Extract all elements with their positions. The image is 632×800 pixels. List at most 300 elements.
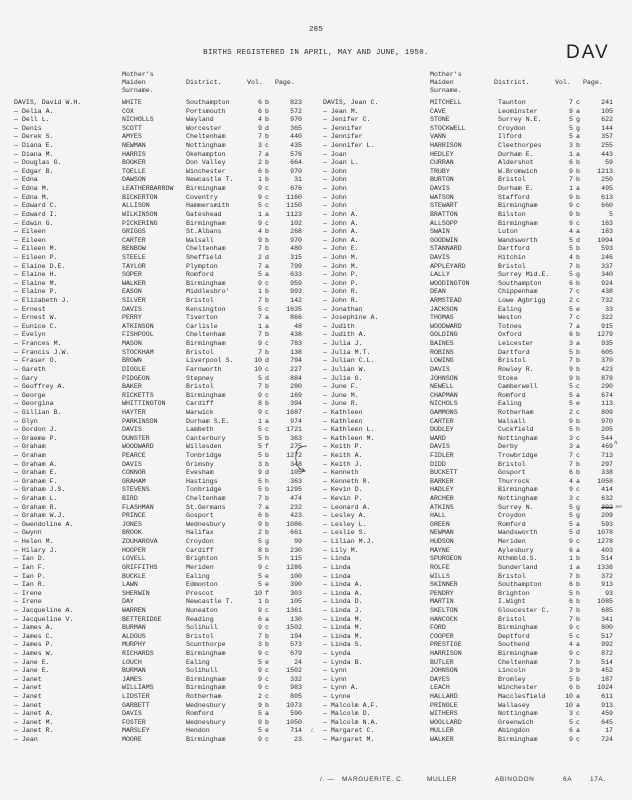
entry-maiden-surname: LEATHERBARROW <box>122 185 174 193</box>
entry-name: — June F. <box>323 383 359 391</box>
header-maiden-surname <box>430 71 490 95</box>
entry-maiden-surname: CHAPMAN <box>430 391 458 399</box>
entry-maiden-surname: SWAIN <box>430 228 450 236</box>
entry-page: 100 <box>290 572 302 580</box>
entry-vol-letter: b <box>265 245 269 253</box>
entry-vol-letter: c <box>265 391 269 399</box>
entry-vol-letter: c <box>265 408 269 416</box>
entry-name: — Linda M. <box>323 624 363 632</box>
entry-name: — Joan <box>323 150 347 158</box>
entry-vol-letter: c <box>265 736 269 744</box>
entry-page: 1361 <box>286 606 302 614</box>
entry-vol-letter: a <box>576 520 580 528</box>
entry-name: — Elaine D.E. <box>14 262 66 270</box>
entry-name: — Jenifer C. <box>323 116 371 124</box>
entry-vol-letter: g <box>265 538 269 546</box>
entry-vol: 5 <box>569 245 573 253</box>
entry-district: Trowbridge <box>498 451 538 459</box>
entry-name: — Linda D. <box>323 598 363 606</box>
entry-district: Rowley R. <box>498 365 534 373</box>
entry-page: 144 <box>601 124 613 132</box>
entry-vol-letter: a <box>576 107 580 115</box>
entry-maiden-surname: DAVIS <box>122 710 142 718</box>
entry-page: 438 <box>601 288 613 296</box>
entry-page: 632 <box>601 495 613 503</box>
entry-district: Wednesbury <box>186 701 226 709</box>
entry-vol: 5 <box>569 271 573 279</box>
entry-name: — Malcolm A.F. <box>323 701 379 709</box>
entry-vol-letter: c <box>576 314 580 322</box>
entry-district: Bristol <box>186 297 214 305</box>
entry-vol: 9 <box>258 520 262 528</box>
entry-vol: 7 <box>258 331 262 339</box>
entry-vol-letter: b <box>576 142 580 150</box>
entry-page: 915 <box>601 322 613 330</box>
entry-vol: 9 <box>258 667 262 675</box>
entry-maiden-surname: COX <box>122 107 134 115</box>
page-number: 285 <box>308 26 324 34</box>
entry-vol-letter: a <box>576 563 580 571</box>
entry-name: — Elaine M. <box>14 279 58 287</box>
entry-vol-letter: f <box>265 589 269 597</box>
entry-district: Dartford <box>498 348 530 356</box>
entry-name: — Denis <box>14 124 42 132</box>
entry-name: — Linda <box>323 563 351 571</box>
entry-vol-letter: c <box>265 426 269 434</box>
entry-name: — Delia A. <box>14 107 54 115</box>
entry-name: — Kathleen <box>323 417 363 425</box>
entry-vol-letter: a <box>576 133 580 141</box>
entry-vol: 5 <box>569 305 573 313</box>
entry-name: — Linda M. <box>323 615 363 623</box>
entry-vol: 4 <box>569 641 573 649</box>
entry-district: Luton <box>498 228 518 236</box>
entry-maiden-surname: NEWELL <box>430 383 454 391</box>
entry-vol: 9 <box>569 417 573 425</box>
entry-district: Solihull <box>186 624 218 632</box>
entry-maiden-surname: SKINNER <box>430 581 458 589</box>
entry-maiden-surname: SOPER <box>122 271 142 279</box>
entry-maiden-surname: DAVIS <box>430 253 450 261</box>
entry-maiden-surname: DAYES <box>430 675 450 683</box>
entry-name: — Linda <box>323 572 351 580</box>
entry-vol-letter: b <box>265 159 269 167</box>
entry-page: 959 <box>290 279 302 287</box>
entry-vol: 5 <box>569 426 573 434</box>
entry-vol: 9 <box>258 279 262 287</box>
entry-vol-letter: b <box>265 701 269 709</box>
entry-district: Camberwell <box>498 383 538 391</box>
entry-name: — Kenneth <box>323 469 359 477</box>
entry-maiden-surname: WILKINSON <box>122 210 158 218</box>
entry-district: Walsall <box>498 417 526 425</box>
entry-name: — Evelyn <box>14 331 46 339</box>
entry-vol: 8 <box>258 546 262 554</box>
entry-maiden-surname: TOELLE <box>122 167 146 175</box>
entry-district: Liverpool S. <box>186 357 234 365</box>
entry-maiden-surname: ALLISON <box>122 202 150 210</box>
entry-page: 394 <box>290 400 302 408</box>
entry-district: Ealing <box>498 400 522 408</box>
entry-page: 280 <box>290 383 302 391</box>
entry-district: Birmingham <box>498 624 538 632</box>
entry-maiden-surname: PERRY <box>122 314 142 322</box>
entry-maiden-surname: WILLS <box>430 572 450 580</box>
entry-vol: 10 <box>565 693 573 701</box>
entry-maiden-surname: GAMMONS <box>430 408 458 416</box>
entry-name: — Elizabeth J. <box>14 297 70 305</box>
entry-name: — Frances M. <box>14 340 62 348</box>
entry-name: — Judith <box>323 322 355 330</box>
entry-maiden-surname: NEWMAN <box>430 529 454 537</box>
entry-maiden-surname: MITCHELL <box>430 99 462 106</box>
entry-vol-letter: g <box>576 503 580 511</box>
entry-district: Surrey Mid.E. <box>498 271 550 279</box>
hw-district: ABINGDON <box>495 776 535 783</box>
entry-district: Oxford <box>498 331 522 339</box>
entry-page: 676 <box>290 185 302 193</box>
entry-maiden-surname: DUDLEY <box>430 426 454 434</box>
entry-name: — Margaret M. <box>323 736 375 744</box>
entry-vol-letter: c <box>265 219 269 227</box>
entry-name: — Kenneth R. <box>323 477 371 485</box>
entry-name: — Ian R. <box>14 581 46 589</box>
entry-vol-letter: e <box>265 727 269 735</box>
entry-district: Gloucester C. <box>498 606 550 614</box>
entry-name: — Gareth <box>14 365 46 373</box>
entry-page: 1050 <box>286 718 302 726</box>
entry-name: — James W. <box>14 650 54 657</box>
entry-maiden-surname: STANNARD <box>430 245 462 253</box>
entry-vol-letter: c <box>576 650 580 657</box>
entry-page: 275 <box>290 443 302 451</box>
entry-name: — Georgina <box>14 400 54 408</box>
entry-vol-letter: b <box>265 434 269 442</box>
entry-vol: 7 <box>258 314 262 322</box>
entry-vol: 9 <box>258 701 262 709</box>
entry-name: — Graham F. <box>14 477 58 485</box>
entry-maiden-surname: BOOKER <box>122 159 146 167</box>
entry-district: Croydon <box>498 512 526 520</box>
entry-vol-letter: a <box>576 727 580 735</box>
entry-vol: 5 <box>258 202 262 210</box>
entry-name: — Edgar B. <box>14 167 54 175</box>
entry-maiden-surname: HOOPER <box>122 546 146 554</box>
entry-district: Durham E. <box>498 185 534 193</box>
entry-maiden-surname: WARREN <box>122 606 146 614</box>
entry-maiden-surname: MURPHY <box>122 641 146 649</box>
entry-page: 685 <box>601 606 613 614</box>
entry-vol: 7 <box>569 658 573 666</box>
entry-vol-letter: d <box>265 253 269 261</box>
entry-maiden-surname: HAYTER <box>122 408 146 416</box>
entry-page: 290 <box>601 383 613 391</box>
entry-maiden-surname: BURMAN <box>122 667 146 675</box>
entry-vol-letter: c <box>265 193 269 201</box>
entry-vol: 7 <box>569 99 573 106</box>
entry-vol-letter: b <box>576 667 580 675</box>
entry-page: 724 <box>601 736 613 744</box>
entry-maiden-surname: DAY <box>122 598 134 606</box>
entry-maiden-surname: DIGGLE <box>122 365 146 373</box>
entry-vol: 6 <box>569 469 573 477</box>
entry-name: — Ernest W. <box>14 314 58 322</box>
entry-vol-letter: a <box>265 271 269 279</box>
entry-district: Dartford <box>498 245 530 253</box>
entry-maiden-surname: BENBOW <box>122 245 146 253</box>
entry-maiden-surname: ATKINS <box>430 503 454 511</box>
entry-page: 138 <box>290 348 302 356</box>
entry-vol: 7 <box>258 348 262 356</box>
entry-vol: 10 <box>254 589 262 597</box>
entry-page: 59 <box>605 159 613 167</box>
entry-vol-letter: c <box>265 142 269 150</box>
entry-maiden-surname: NEWMAN <box>122 142 146 150</box>
entry-vol: 7 <box>569 451 573 459</box>
entry-name: — Lilian M.J. <box>323 538 375 546</box>
entry-page: 443 <box>601 150 613 158</box>
entry-district: Birmingham <box>498 202 538 210</box>
entry-page: 605 <box>601 348 613 356</box>
entry-vol: 6 <box>569 727 573 735</box>
entry-page: 660 <box>601 202 613 210</box>
entry-vol: 5 <box>258 538 262 546</box>
entry-name: — Julia J. <box>323 340 363 348</box>
entry-page: 297 <box>601 460 613 468</box>
entry-name: — Gillian B. <box>14 408 62 416</box>
entry-maiden-surname: THOMAS <box>430 314 454 322</box>
entry-page: 661 <box>290 529 302 537</box>
entry-district: Ilford <box>498 133 522 141</box>
entry-page: 1085 <box>597 598 613 606</box>
entry-name: — Janet <box>14 693 42 701</box>
entry-name: — Julie G. <box>323 374 363 382</box>
entry-vol: 9 <box>569 486 573 494</box>
entry-maiden-surname: BUCKETT <box>430 469 458 477</box>
entry-page: 474 <box>290 495 302 503</box>
entry-maiden-surname: ATKINSON <box>122 322 154 330</box>
entry-name: — Lesley L. <box>323 520 367 528</box>
entry-district: Winchester <box>186 167 226 175</box>
entry-vol: 5 <box>258 305 262 313</box>
entry-vol-letter: c <box>576 202 580 210</box>
entry-district: Stafford <box>498 193 530 201</box>
entry-name: — Keith J. <box>323 460 363 468</box>
entry-page: 194 <box>290 632 302 640</box>
entry-district: Lambeth <box>186 426 214 434</box>
entry-page: 783 <box>290 340 302 348</box>
entry-vol-letter: a <box>576 443 580 451</box>
entry-district: Cheltenham <box>498 658 538 666</box>
entry-vol-letter: b <box>265 176 269 184</box>
entry-vol-letter: b <box>265 512 269 520</box>
entry-district: Brighton <box>186 555 218 563</box>
entry-vol: 5 <box>258 426 262 434</box>
entry-maiden-surname: FISHPOOL <box>122 331 154 339</box>
entry-page: 363 <box>290 477 302 485</box>
entry-page: 246 <box>601 253 613 261</box>
entry-maiden-surname: WOODWARD <box>122 443 154 451</box>
entry-vol-letter: b <box>576 658 580 666</box>
entry-vol-letter: c <box>576 383 580 391</box>
entry-name: — James C. <box>14 632 54 640</box>
entry-page: 372 <box>601 572 613 580</box>
entry-name: — Linda A. <box>323 581 363 589</box>
entry-maiden-surname: MOORE <box>122 736 142 744</box>
entry-vol: 4 <box>569 228 573 236</box>
entry-vol: 5 <box>258 572 262 580</box>
entry-page: 414 <box>601 486 613 494</box>
entry-name: — Lynn <box>323 667 347 675</box>
entry-vol-letter: d <box>265 124 269 132</box>
entry-vol: 5 <box>569 589 573 597</box>
entry-page: 205 <box>601 426 613 434</box>
entry-vol: 9 <box>569 736 573 744</box>
entry-maiden-surname: WOODWARD <box>430 322 462 330</box>
entry-vol-letter: h <box>265 555 269 563</box>
entry-vol-letter: c <box>265 305 269 313</box>
entry-district: Newcastle T. <box>186 176 234 184</box>
entry-district: Solihull <box>186 667 218 675</box>
entry-vol: 7 <box>569 176 573 184</box>
entry-name: — George <box>14 391 46 399</box>
margin-mark: /. <box>311 728 315 735</box>
entry-maiden-surname: STOCKHAM <box>122 348 154 356</box>
entry-page: 357 <box>601 133 613 141</box>
entry-page: 799 <box>290 262 302 270</box>
entry-district: Greenwich <box>498 718 534 726</box>
entry-page: 102 <box>290 219 302 227</box>
entry-maiden-surname: RICKETTS <box>122 391 154 399</box>
entry-vol: 9 <box>258 408 262 416</box>
entry-vol: 4 <box>569 477 573 485</box>
entry-district: Bristol <box>186 348 214 356</box>
entry-maiden-surname: PRESTIGE <box>430 641 462 649</box>
entry-page: 130 <box>290 615 302 623</box>
entry-name: — Graham R. <box>14 503 58 511</box>
entry-district: Cheltenham <box>186 245 226 253</box>
entry-vol: 5 <box>258 434 262 442</box>
entry-maiden-surname: GRIGGS <box>122 228 146 236</box>
entry-page: 230 <box>290 546 302 554</box>
entry-vol-letter: c <box>576 297 580 305</box>
entry-page: 227 <box>290 365 302 373</box>
entry-name: — Elaine H. <box>14 271 58 279</box>
header-page: Page. <box>583 79 603 86</box>
entry-district: Macclesfield <box>498 693 546 701</box>
entry-page: 17 <box>605 727 613 735</box>
entry-page: 423 <box>290 512 302 520</box>
entry-maiden-surname: AMYES <box>122 133 142 141</box>
entry-name: — Graham L. <box>14 495 58 503</box>
entry-name: — Graham <box>14 443 46 451</box>
entry-vol-letter: c <box>576 99 580 106</box>
entry-vol-letter: c <box>265 650 269 657</box>
entry-vol: 1 <box>569 563 573 571</box>
entry-vol-letter: b <box>265 236 269 244</box>
entry-maiden-surname: WARD <box>430 434 446 442</box>
entry-maiden-surname: WHITTINGTON <box>122 400 166 408</box>
entry-vol: 5 <box>258 443 262 451</box>
entry-district: Birmingham <box>498 650 538 657</box>
entry-district: Hendon <box>186 727 210 735</box>
entry-vol: 9 <box>258 684 262 692</box>
entry-vol-letter: a <box>576 693 580 701</box>
entry-vol-letter: b <box>576 417 580 425</box>
entry-maiden-surname: NICHOLS <box>430 400 458 408</box>
entry-maiden-surname: LOUCH <box>122 658 142 666</box>
entry-maiden-surname: BURMAN <box>122 624 146 632</box>
entry-page: 113 <box>601 400 613 408</box>
entry-name: — Glyn <box>14 417 38 425</box>
entry-page: 823 <box>290 99 302 106</box>
entry-vol-letter: b <box>576 167 580 175</box>
entry-maiden-surname: LOWING <box>430 357 454 365</box>
entry-page: 593 <box>601 520 613 528</box>
entry-name: — Leslie S. <box>323 529 367 537</box>
entry-vol-letter: e <box>265 581 269 589</box>
entry-district: Newcastle T. <box>186 598 234 606</box>
entry-name: — Eunice C. <box>14 322 58 330</box>
entry-district: Southampton <box>498 279 542 287</box>
entry-district: Nottingham <box>498 434 538 442</box>
entry-district: Birmingham <box>186 219 226 227</box>
entry-vol-letter: b <box>576 193 580 201</box>
entry-page: 1336 <box>597 563 613 571</box>
entry-district: Scunthorpe <box>186 641 226 649</box>
entry-district: Gosport <box>186 512 214 520</box>
entry-name: — Janet M. <box>14 718 54 726</box>
entry-district: St.Albans <box>186 228 222 236</box>
entry-vol: 5 <box>258 271 262 279</box>
entry-district: Farnworth <box>186 365 222 373</box>
entry-district: Reading <box>186 615 214 623</box>
entry-page: 33 <box>605 305 613 313</box>
entry-vol: 6 <box>569 331 573 339</box>
entry-district: Romford <box>186 271 214 279</box>
entry-name: — Lynda B. <box>323 658 363 666</box>
entry-vol-letter: c <box>576 538 580 546</box>
entry-page: 392 <box>601 503 613 511</box>
entry-district: Abingdon <box>498 727 530 735</box>
entry-maiden-surname: JOHNSON <box>430 374 458 382</box>
entry-vol-letter: b <box>265 451 269 459</box>
entry-name: — Diana E. <box>14 142 54 150</box>
entry-district: Wallasey <box>498 701 530 709</box>
entry-page: 459 <box>601 710 613 718</box>
entry-vol-letter: a <box>576 701 580 709</box>
entry-district: Bristol <box>498 572 526 580</box>
entry-district: Birmingham <box>186 340 226 348</box>
entry-vol-letter: b <box>265 641 269 649</box>
hw-vol: 6A <box>563 776 573 783</box>
entry-name: — Julia M.T. <box>323 348 371 356</box>
entry-page: 924 <box>601 279 613 287</box>
entry-page: 365 <box>290 124 302 132</box>
entry-name: — Linda A. <box>323 589 363 597</box>
entry-vol: 9 <box>258 624 262 632</box>
entry-vol: 7 <box>258 245 262 253</box>
entry-district: Tonbridge <box>186 486 222 494</box>
entry-district: Cuckfield <box>498 426 534 434</box>
entry-maiden-surname: EASON <box>122 288 142 296</box>
entry-vol: 5 <box>569 133 573 141</box>
entry-district: Aldershot <box>498 159 534 167</box>
entry-name: — Joan L. <box>323 159 359 167</box>
entry-district: Bristol <box>498 176 526 184</box>
entry-name: — Jean <box>14 736 38 744</box>
entry-vol-letter: b <box>576 598 580 606</box>
